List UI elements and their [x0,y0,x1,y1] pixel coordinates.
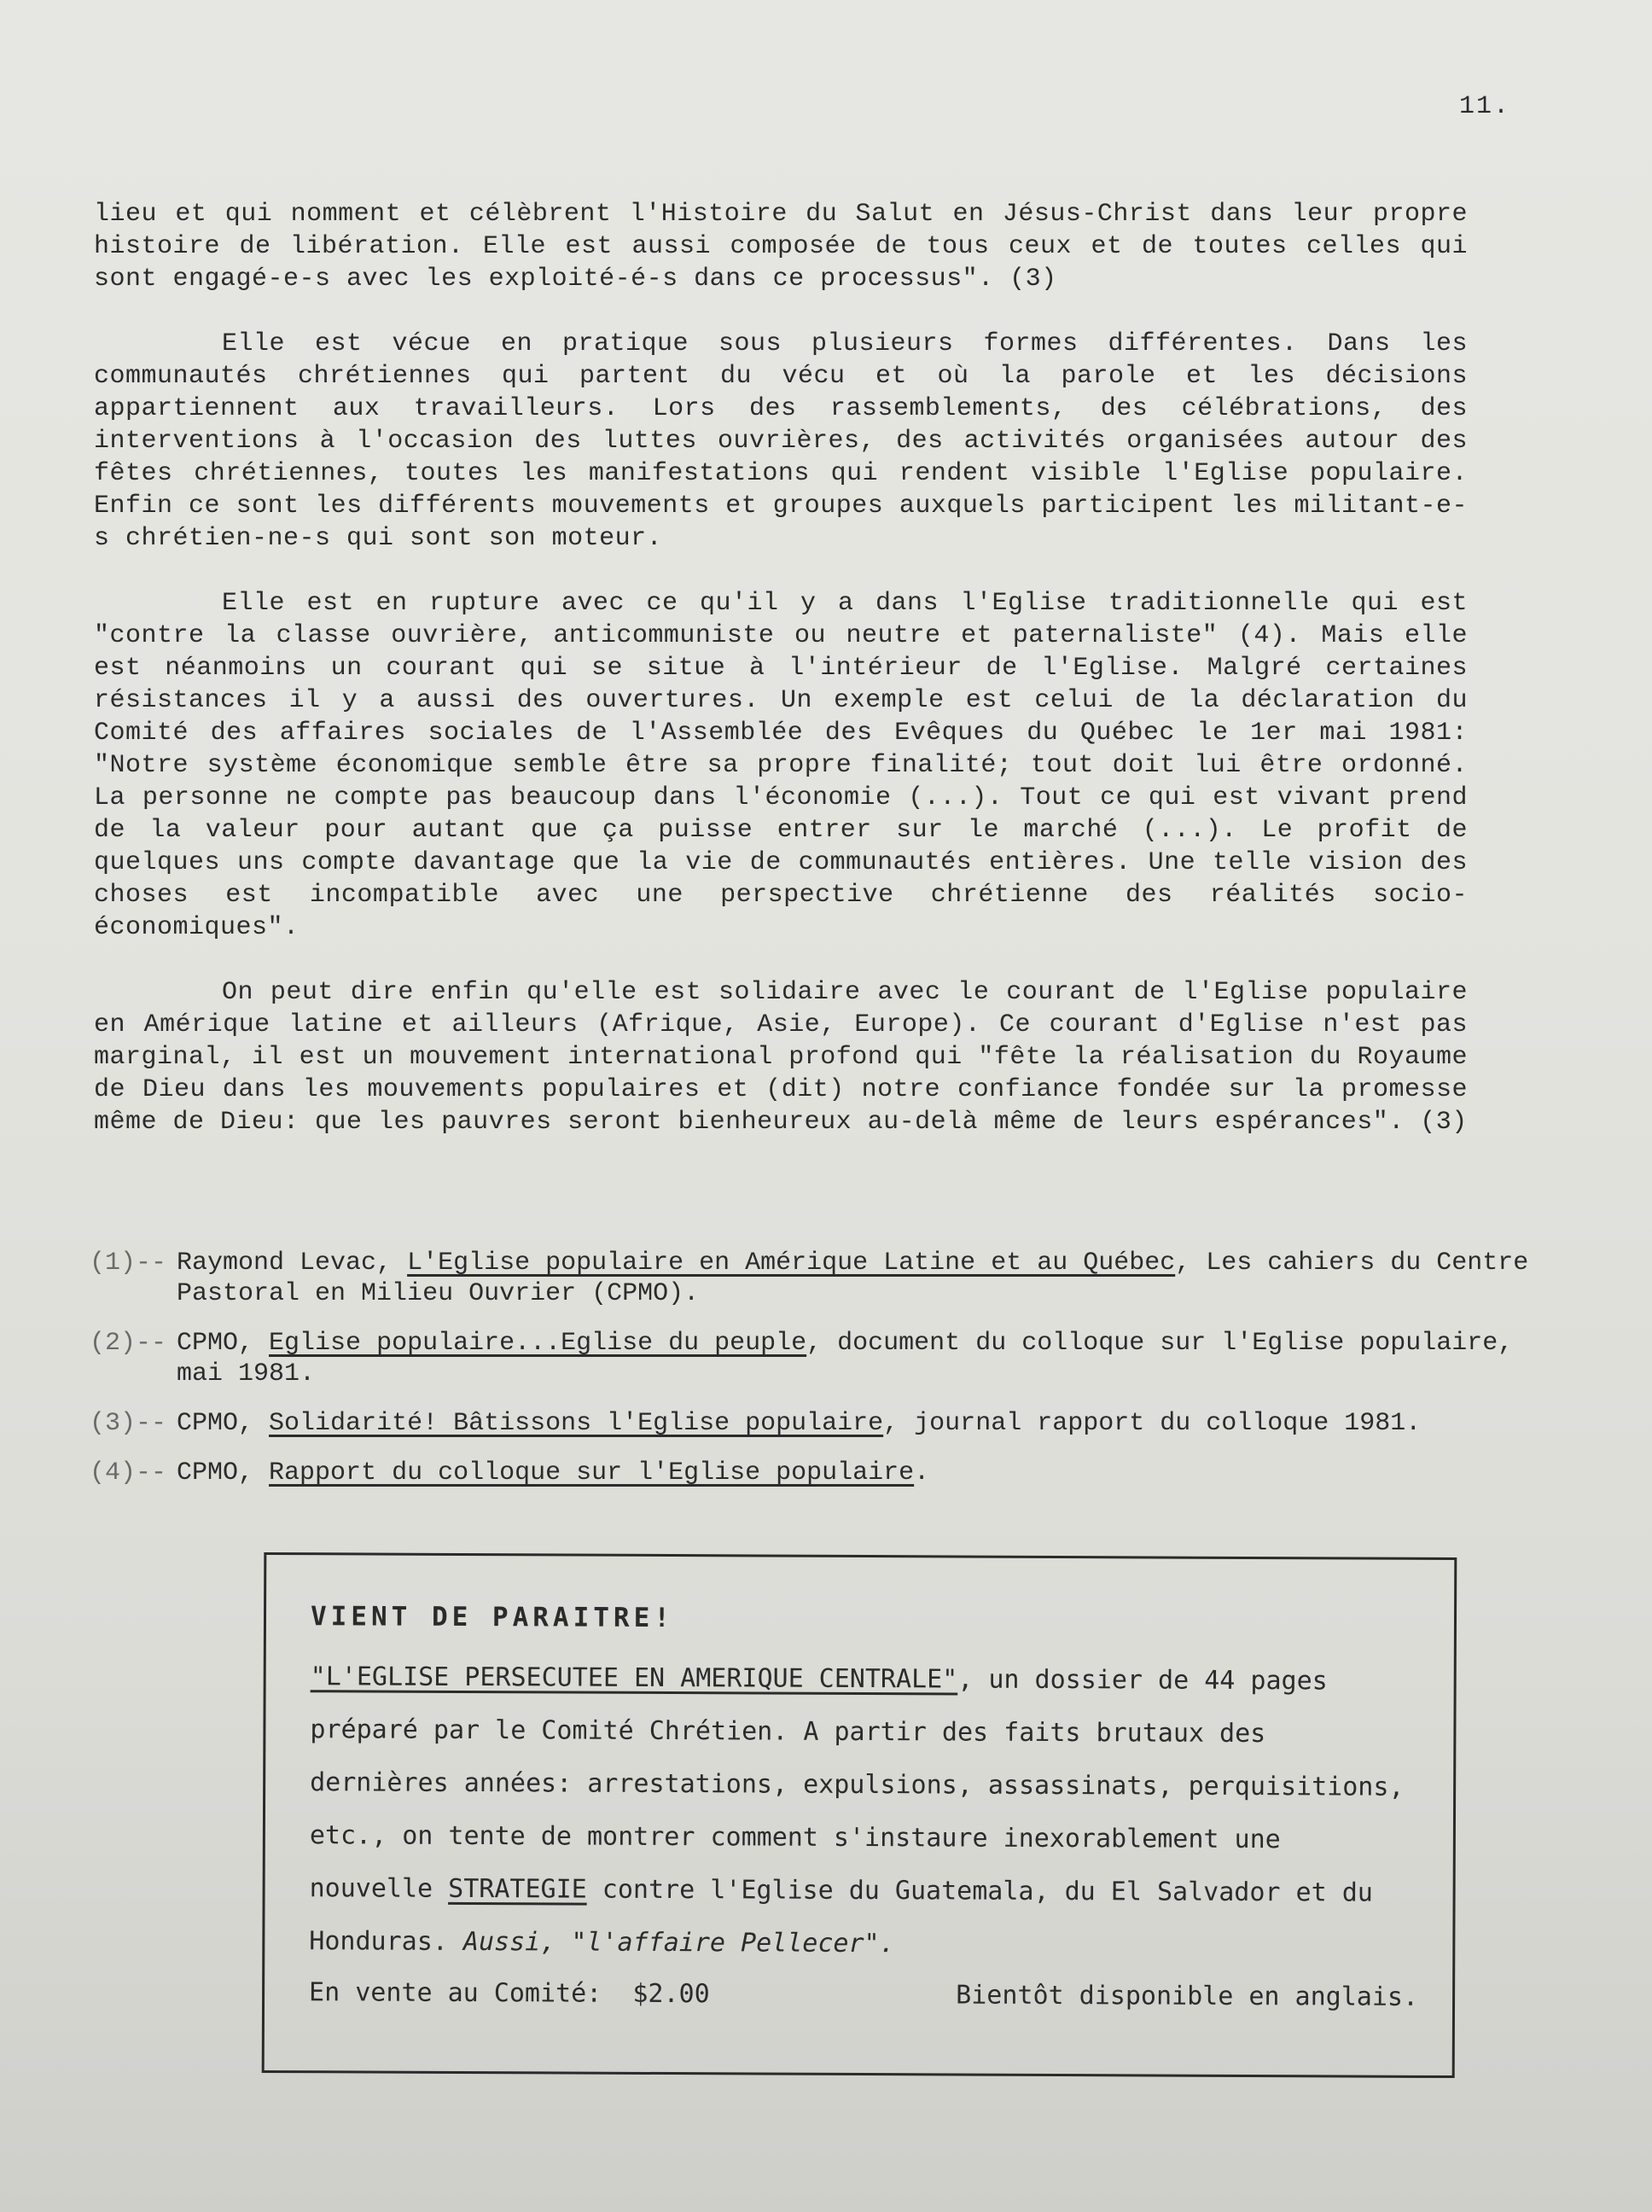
announcement-strategy: STRATEGIE [448,1873,587,1905]
footnote-title: Eglise populaire...Eglise du peuple [269,1329,807,1358]
announcement-aussi: Aussi, "l'affaire Pellecer". [462,1926,895,1959]
footnote-rest: . [914,1458,930,1487]
footnote-author: CPMO, [177,1458,254,1487]
footnote-number: (4)-- [90,1458,167,1487]
footnote-title: L'Eglise populaire en Amérique Latine et au Québec [407,1249,1176,1278]
footnote-1 [90,1248,1540,1309]
price-value: $2.00 [632,1978,710,2010]
footnote-4 [90,1458,1540,1488]
paragraph-2: Elle est vécue en pratique sous plusieurs formes différentes. Dans les communautés chrétiennes qui partent du vécu et où la parole et les décisions appartiennent aux travailleurs. Lors des rassemblements, des célébrations, des interventions à l'occasion des luttes ouvrières, des activités organisées autour des fêtes chrétiennes, toutes les manifestations qui rendent visible l'Eglise populaire. Enfin ce sont les différents mouvements et groupes auxquels participent les militant-e-s chrétien-ne-s qui sont son moteur. [94,329,1468,553]
footnote-title: Solidarité! Bâtissons l'Eglise populaire [269,1409,884,1438]
announcement-title: "L'EGLISE PERSECUTEE EN AMERIQUE CENTRALE" [310,1662,958,1695]
page-number: 11. [1458,92,1510,121]
footnote-author: CPMO, [177,1409,254,1438]
availability-note: Bientôt disponible en anglais. [956,1980,1419,2012]
paragraph-1: lieu et qui nomment et célèbrent l'Histoire du Salut en Jésus-Christ dans leur propre histoire de libération. Elle est aussi composée de tous ceux et de toutes celles qui sont engagé-e-s avec les exploité-é-s dans ce processus". (3) [94,200,1468,294]
footnote-number: (2)-- [90,1329,167,1358]
footnotes [90,1248,1540,1507]
announcement-body-2: contre l'Eglise du Guatemala, du El Salvador et du Honduras. [309,1874,1373,1957]
footnote-author: CPMO, [177,1329,254,1358]
paragraph-4: On peut dire enfin qu'elle est solidaire avec le courant de l'Eglise populaire en Amérique latine et ailleurs (Afrique, Asie, Europe). Ce courant d'Eglise n'est pas marginal, il est un mouvement international profond qui "fête la réalisation du Royaume de Dieu dans les mouvements populaires et (dit) notre confiance fondée sur la promesse même de Dieu: que les pauvres seront bienheureux au-delà même de leurs espérances". (3) [94,978,1468,1137]
paragraph-3: Elle est en rupture avec ce qu'il y a dans l'Eglise traditionnelle qui est "contre la classe ouvrière, anticommuniste ou neutre et paternaliste" (4). Mais elle est néanmoins un courant qui se situe à l'intérieur de l'Eglise. Malgré certaines résistances il y a aussi des ouvertures. Un exemple est celui de la déclaration du Comité des affaires sociales de l'Assemblée des Evêques du Québec le 1er mai 1981: "Notre système économique semble être sa propre finalité; tout doit lui être ordonné. La personne ne compte pas beaucoup dans l'économie (...). Tout ce qui est vivant prend de la valeur pour autant que ça puisse entrer sur le marché (...). Le profit de quelques uns compte davantage que la vie de communautés entières. Une telle vision des choses est incompatible avec une perspective chrétienne des réalités socio-économiques". [94,589,1468,942]
announcement-price-row [309,1966,1418,2024]
footnote-rest: , Les cahiers du Centre Pastoral en Milieu Ouvrier (CPMO). [177,1249,1529,1308]
footnote-number: (1)-- [90,1249,167,1278]
footnote-3 [90,1408,1540,1439]
footnote-number: (3)-- [90,1409,167,1438]
announcement-text [309,1650,1420,1973]
body-text [94,198,1468,1171]
announcement-box [262,1552,1457,2078]
footnote-title: Rapport du colloque sur l'Eglise populaire [269,1458,915,1487]
footnote-2 [90,1328,1540,1389]
announcement-heading: VIENT DE PARAITRE! [310,1601,675,1634]
footnote-author: Raymond Levac, [177,1249,393,1278]
price-label: En vente au Comité: [309,1977,602,2009]
footnote-rest: , journal rapport du colloque 1981. [883,1409,1422,1438]
footnote-rest: , document du colloque sur l'Eglise populaire, mai 1981. [177,1329,1514,1388]
announcement-body-1: , un dossier de 44 pages préparé par le Comité Chrétien. A partir des faits brutaux des dernières années: arrestations, expulsions, assassinats, perquisitions, etc., on tente de montrer comment s'instaure inexorablement une nouvelle [309,1664,1405,1904]
